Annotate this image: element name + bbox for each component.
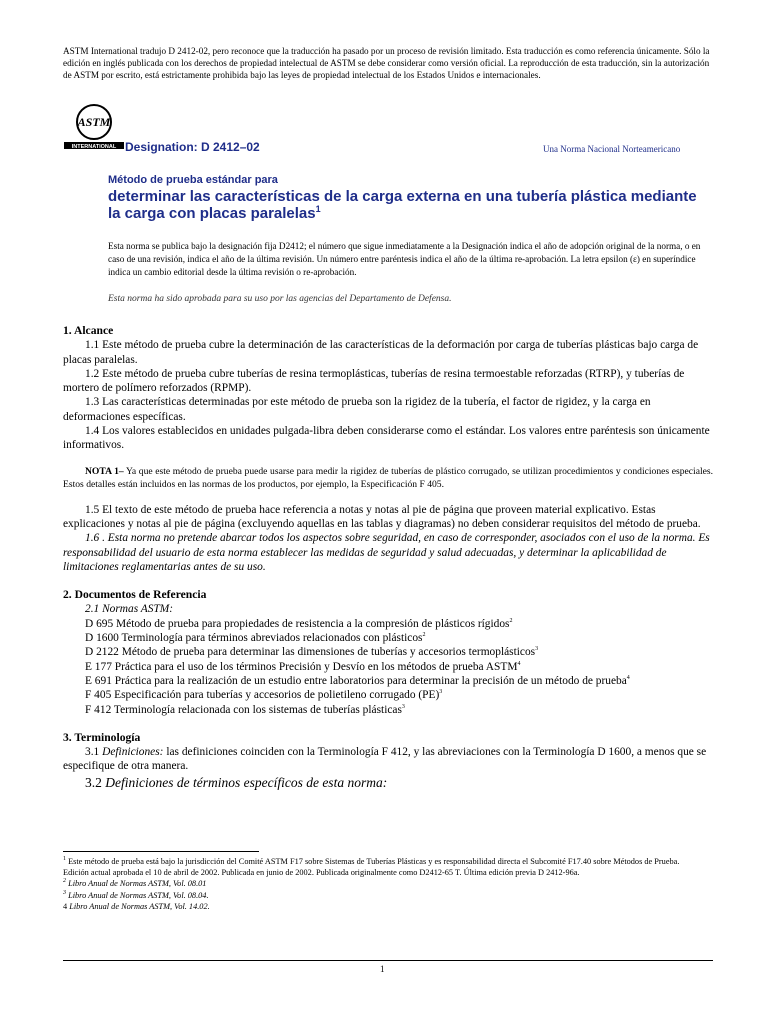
page-number: 1 xyxy=(380,964,385,974)
footnote-3-number: 3 xyxy=(63,889,66,896)
reference-footnote-ref: 2 xyxy=(509,617,513,624)
note-1-text: Ya que este método de prueba puede usarse para medir la rigidez de tuberías de plástico corrugado, se utilizan procedimientos y condiciones especiales. Estos detalles están incluidos en las normas de los productos, por ejemplo, la Especificación F 405. xyxy=(63,465,714,490)
translation-notice: ASTM International tradujo D 2412-02, pero reconoce que la traducción ha pasado por un proceso de revisión limitado. Esta traducción es como referencia únicamente. Sólo la edición en inglés publicada con los derechos de propiedad intelectual de ASTM se debe considerar como versión oficial. La reproducción de esta traducción, sin la autorización de ASTM por escrito, está estrictamente prohibida bajo las leyes de propiedad intelectual de los Estados Unidos e internacionales. xyxy=(63,46,710,81)
logo-text: ASTM xyxy=(77,115,111,129)
footnote-1-edition: Edición actual aprobada el 10 de abril de 2002. Publicada en junio de 2002. Publicada originalmente como D2412-65 T. Última edición previa D 2412-96a. xyxy=(63,868,580,878)
paragraph-3-1-text: las definiciones coinciden con la Terminología F 412, y las abreviaciones con la Terminología D 1600, a menos que se especifique de otra manera. xyxy=(63,746,707,773)
reference-item xyxy=(63,660,713,674)
footnotes xyxy=(63,856,713,912)
paragraph-3-1-label: 3.1 xyxy=(85,746,103,759)
reference-text: E 177 Práctica para el uso de los términos Precisión y Desvío en los métodos de prueba ASTM xyxy=(85,660,518,673)
title-footnote-ref: 1 xyxy=(315,204,321,214)
paragraph-3-2-term: Definiciones de términos específicos de esta norma: xyxy=(105,774,388,790)
footnote-3 xyxy=(63,890,713,901)
reference-footnote-ref: 3 xyxy=(439,689,443,696)
reference-footnote-ref: 2 xyxy=(422,632,426,639)
footnote-1-number: 1 xyxy=(63,856,66,863)
reference-item xyxy=(63,703,713,717)
issuance-note: Esta norma se publica bajo la designación fija D2412; el número que sigue inmediatamente a la Designación indica el año de adopción original de la norma, o en caso de una revisión, indica el año de la última revisión. Un número entre paréntesis indica el año de la última re-aprobación. La letra epsilon (ε) en superíndice indica un cambio editorial desde la última revisión o re-aprobación. xyxy=(108,241,701,277)
paragraph-1-3: 1.3 Las características determinadas por este método de prueba son la rigidez de la tubería, el factor de rigidez, y la carga en deformaciones específicas. xyxy=(63,396,651,423)
paragraph-1-2: 1.2 Este método de prueba cubre tuberías de resina termoplásticas, tuberías de resina termoestable reforzadas (RTRP), y tuberías de mortero de polímero reforzados (RPMP). xyxy=(63,367,685,395)
reference-footnote-ref: 4 xyxy=(517,660,521,667)
reference-footnote-ref: 3 xyxy=(535,646,539,653)
footnote-1 xyxy=(63,856,713,867)
footnote-4-number: 4 xyxy=(63,901,68,911)
reference-text: F 405 Especificación para tuberías y accesorios de polietileno corrugado (PE) xyxy=(85,689,440,702)
paragraph-1-6: 1.6 . Esta norma no pretende abarcar todos los aspectos sobre seguridad, en caso de corresponder, asociados con el uso de la norma. Es responsabilidad del usuario de esta norma establecer las medidas de seguridad y salud adecuadas, y determinar la aplicabilidad de limitaciones reglamentarias antes de su uso. xyxy=(63,532,710,573)
reference-text: D 695 Método de prueba para propiedades de resistencia a la compresión de plásticos rígidos xyxy=(85,617,510,630)
footnote-2 xyxy=(63,878,713,889)
reference-footnote-ref: 4 xyxy=(626,675,630,682)
reference-item xyxy=(63,674,713,688)
note-1 xyxy=(63,465,713,491)
footnote-4 xyxy=(63,901,713,912)
footnote-2-text: Libro Anual de Normas ASTM, Vol. 08.01 xyxy=(66,879,207,889)
document-title xyxy=(108,188,708,222)
footnote-4-text: Libro Anual de Normas ASTM, Vol. 14.02. xyxy=(67,901,210,911)
dod-approval-note: Esta norma ha sido aprobada para su uso por las agencias del Departamento de Defensa. xyxy=(108,294,452,304)
paragraph-3-1-term: Definiciones: xyxy=(102,746,164,759)
reference-item xyxy=(63,645,713,659)
reference-text: F 412 Terminología relacionada con los sistemas de tuberías plásticas xyxy=(85,703,402,716)
reference-footnote-ref: 3 xyxy=(401,703,405,710)
note-1-label: NOTA 1– xyxy=(85,465,124,477)
section-2-heading: 2. Documentos de Referencia xyxy=(63,588,207,602)
paragraph-3-1 xyxy=(63,745,713,774)
reference-item xyxy=(63,617,713,631)
page-footer-rule xyxy=(63,960,713,961)
logo-subtext: INTERNATIONAL xyxy=(71,144,117,150)
paragraph-3-2 xyxy=(63,774,713,792)
footnote-1-text: Este método de prueba está bajo la jurisdicción del Comité ASTM F17 sobre Sistemas de Tuberías Plásticas y es responsabilidad directa el Subcomité F17.40 sobre Métodos de Prueba. xyxy=(66,857,680,866)
astm-logo-icon xyxy=(64,102,124,150)
reference-item xyxy=(63,631,713,645)
title-text: determinar las características de la carga externa en una tubería plástica mediante la carga con placas paralelas xyxy=(108,188,697,222)
reference-list xyxy=(63,617,713,717)
paragraph-1-1: 1.1 Este método de prueba cubre la determinación de las características de la deformación por carga de tuberías plásticas bajo carga de placas paralelas. xyxy=(63,339,699,366)
paragraph-1-5: 1.5 El texto de este método de prueba hace referencia a notas y notas al pie de página que proveen material explicativo. Estas explicaciones y notas al pie de página (excluyendo aquellas en las tablas y diagramas) no deben considerar requisitos del método de prueba. xyxy=(63,503,701,530)
footnote-2-number: 2 xyxy=(63,878,66,885)
reference-item xyxy=(63,688,713,702)
national-standard-label: Una Norma Nacional Norteamericano xyxy=(543,144,681,154)
footnote-3-text: Libro Anual de Normas ASTM, Vol. 08.04. xyxy=(66,890,209,900)
section-3-heading: 3. Terminología xyxy=(63,730,141,744)
section-1-heading: 1. Alcance xyxy=(63,324,114,337)
reference-text: D 2122 Método de prueba para determinar las dimensiones de tuberías y accesorios termoplásticos xyxy=(85,646,536,659)
paragraph-3-2-label: 3.2 xyxy=(85,774,106,790)
footnote-divider xyxy=(63,851,259,852)
reference-text: D 1600 Terminología para términos abreviados relacionados con plásticos xyxy=(85,632,423,645)
main-content xyxy=(63,324,713,792)
paragraph-1-4: 1.4 Los valores establecidos en unidades pulgada-libra deben considerarse como el estándar. Los valores entre paréntesis son únicamente informativos. xyxy=(63,425,710,452)
designation: Designation: D 2412–02 xyxy=(125,140,260,154)
paragraph-2-1: 2.1 Normas ASTM: xyxy=(85,603,174,616)
document-subtitle: Método de prueba estándar para xyxy=(108,174,278,186)
reference-text: E 691 Práctica para la realización de un estudio entre laboratorios para determinar la precisión de un método de prueba xyxy=(85,674,627,687)
